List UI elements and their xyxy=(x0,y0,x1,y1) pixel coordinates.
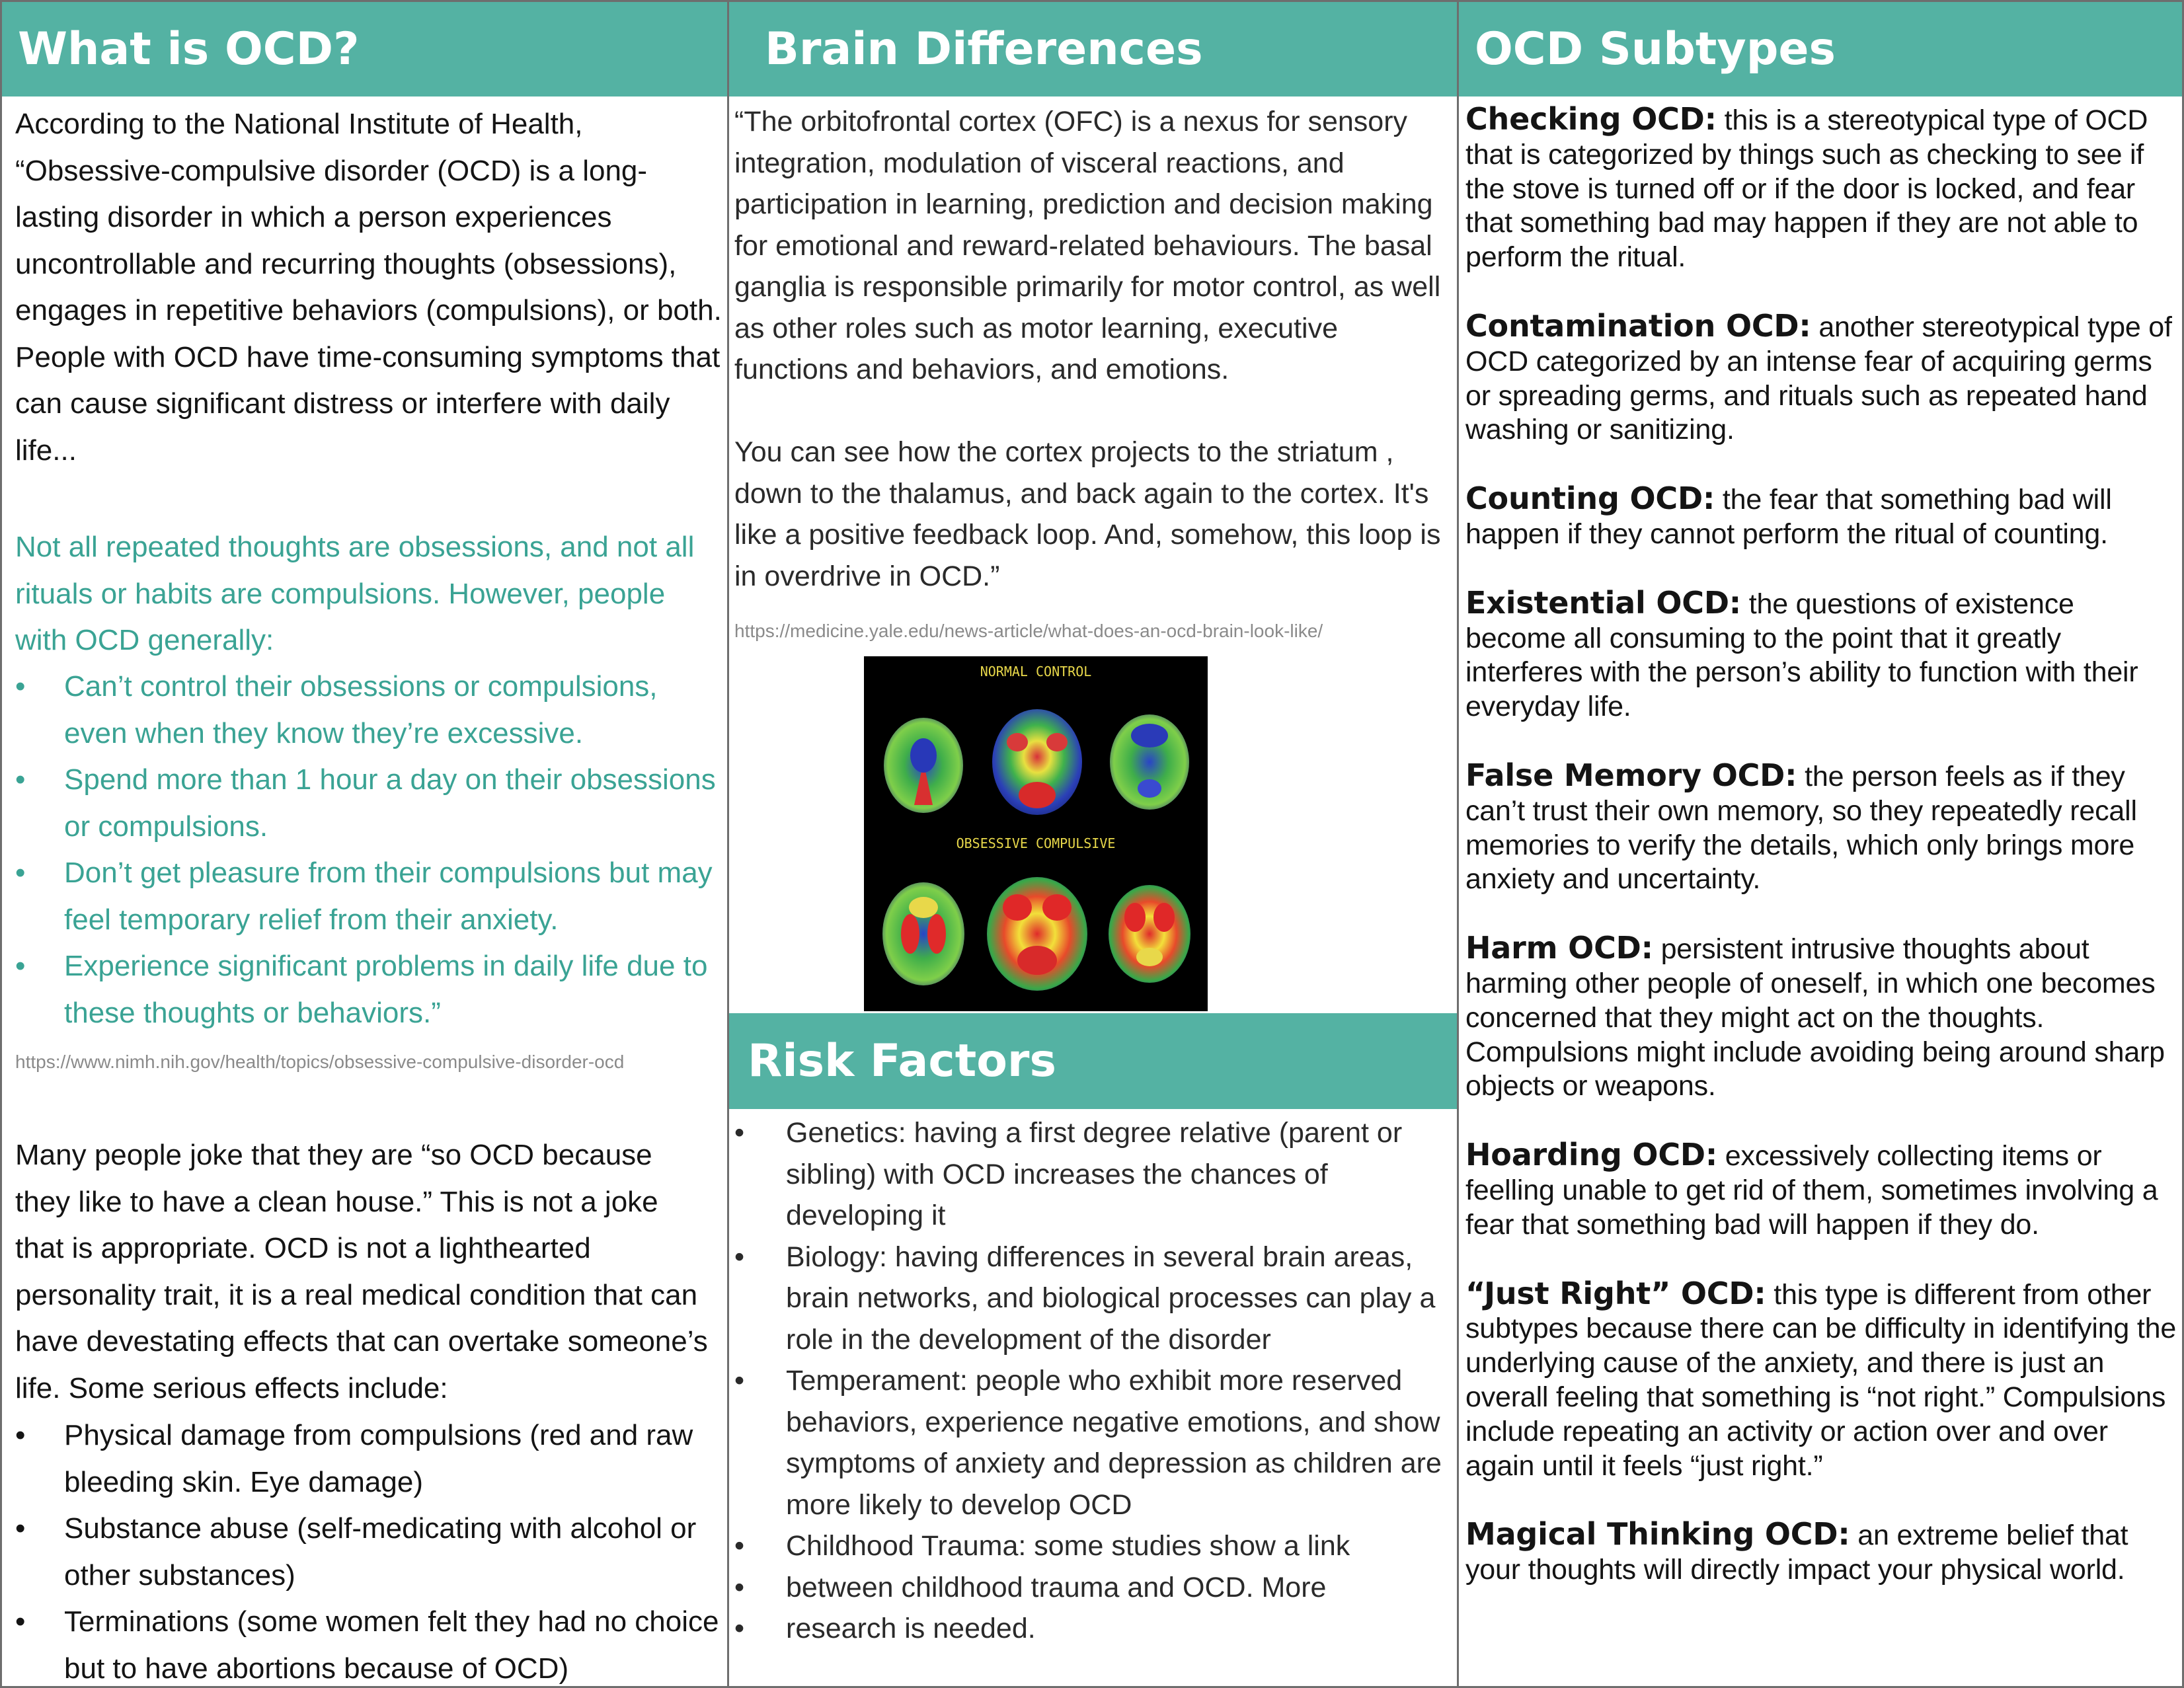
ocd-subtypes-panel xyxy=(1457,0,2184,1688)
nimh-source-link[interactable]: https://www.nimh.nih.gov/health/topics/obsessive-compulsive-disorder-ocd xyxy=(15,1052,625,1072)
what-is-ocd-panel xyxy=(0,0,729,1688)
brain-differences-panel xyxy=(727,0,1459,1688)
effects-list xyxy=(15,1412,722,1688)
joke-paragraph: Many people joke that they are “so OCD because they like to have a clean house.” This is not a joke that is appropriate. OCD is not a lighthearted personality trait, it is a real medical condition that can have devestating effects that can overtake someone’s life. Some serious effects include: xyxy=(15,1139,708,1404)
normal-control-label: NORMAL CONTROL xyxy=(980,664,1092,679)
teal-intro-text: Not all repeated thoughts are obsessions, and not all rituals or habits are compulsions. However, people with OCD generally: xyxy=(15,531,695,656)
list-item: • between childhood trauma and OCD. More xyxy=(734,1567,1459,1609)
subtype-desc: excessively collecting items or feelling unable to get rid of them, sometimes involving a fear that something bad will happen if they do. xyxy=(1465,1140,2158,1241)
nih-definition-text: According to the National Institute of Health, “Obsessive-compulsive disorder (OCD) is a long-lasting disorder in which a person experiences uncontrollable and recurring thoughts (obsessions), engages in repetitive behaviors (compulsions), or both. People with OCD have time-consuming symptoms that can cause significant distress or interfere with daily life... xyxy=(15,108,722,467)
subtype-desc: another stereotypical type of OCD categorized by an intense fear of acquiring germs or spreading germs, and rituals such as repeated hand washing or sanitizing. xyxy=(1465,311,2172,446)
brain-differences-heading: Brain Differences xyxy=(729,2,1457,96)
list-item: • Experience significant problems in daily life due to these thoughts or behaviors.” xyxy=(15,943,722,1036)
list-item: • research is needed. xyxy=(734,1608,1459,1650)
list-item: • Can’t control their obsessions or compulsions, even when they know they’re excessive. xyxy=(15,664,722,757)
list-item: • Genetics: having a first degree relative (parent or sibling) with OCD increases the chances of developing it xyxy=(734,1112,1459,1237)
normal-scan-row xyxy=(884,709,1189,815)
feedback-loop-text: You can see how the cortex projects to the striatum , down to the thalamus, and back again to the cortex. It's like a positive feedback loop. And, somehow, this loop is in overdrive in OCD.” xyxy=(734,436,1441,592)
risk-factors-heading: Risk Factors xyxy=(729,1013,1457,1109)
subtype-contamination xyxy=(1465,309,2182,447)
list-item: • Terminations (some women felt they had no choice but to have abortions because of OCD) xyxy=(15,1599,722,1688)
subtype-harm xyxy=(1465,931,2182,1104)
subtype-name: Magical Thinking OCD: xyxy=(1465,1516,1850,1553)
what-is-ocd-heading: What is OCD? xyxy=(2,2,727,96)
list-item: • Childhood Trauma: some studies show a link xyxy=(734,1525,1459,1567)
subtype-name: Harm OCD: xyxy=(1465,930,1653,966)
subtype-name: Existential OCD: xyxy=(1465,584,1741,621)
subtype-counting xyxy=(1465,482,2182,552)
subtype-name: False Memory OCD: xyxy=(1465,757,1797,793)
subtype-hoarding xyxy=(1465,1138,2182,1242)
subtype-name: Counting OCD: xyxy=(1465,480,1715,517)
list-item: • Substance abuse (self-medicating with alcohol or other substances) xyxy=(15,1506,722,1599)
symptom-list xyxy=(15,664,722,1036)
ocd-scan-row xyxy=(882,877,1190,991)
list-item: • Don’t get pleasure from their compulsions but may feel temporary relief from their anxiety. xyxy=(15,850,722,943)
ocd-subtypes-heading: OCD Subtypes xyxy=(1459,2,2182,96)
subtype-desc: the questions of existence become all consuming to the point that it greatly interferes with the person’s ability to function with their everyday life. xyxy=(1465,588,2138,723)
yale-source-link[interactable]: https://medicine.yale.edu/news-article/what-does-an-ocd-brain-look-like/ xyxy=(734,621,1323,641)
subtype-name: Checking OCD: xyxy=(1465,101,1717,137)
subtype-magical-thinking xyxy=(1465,1517,2182,1588)
obsessive-compulsive-label: OBSESSIVE COMPULSIVE xyxy=(956,835,1116,851)
subtype-desc: this is a stereotypical type of OCD that is categorized by things such as checking to see if the stove is turned off or if the door is locked, and fear that something bad may happen if they are not able to perform the ritual. xyxy=(1465,104,2148,274)
subtype-checking xyxy=(1465,102,2182,275)
ofc-quote-text: “The orbitofrontal cortex (OFC) is a nexus for sensory integration, modulation of visceral reactions, and participation in learning, prediction and decision making for emotional and reward-related behaviours. The basal ganglia is responsible primarily for motor control, as well as other roles such as motor learning, executive functions and behaviors, and emotions. xyxy=(734,106,1441,385)
subtype-name: Hoarding OCD: xyxy=(1465,1137,1718,1173)
list-item: • Physical damage from compulsions (red and raw bleeding skin. Eye damage) xyxy=(15,1412,722,1506)
subtype-list xyxy=(1465,102,2182,1622)
subtype-existential xyxy=(1465,586,2182,724)
risk-factor-list xyxy=(734,1112,1459,1650)
pet-scan-image xyxy=(864,656,1208,1011)
list-item: • Temperament: people who exhibit more reserved behaviors, experience negative emotions, and show symptoms of anxiety and depression as children are more likely to develop OCD xyxy=(734,1360,1459,1525)
subtype-desc: persistent intrusive thoughts about harming other people of oneself, in which one becomes concerned that they might act on the thoughts. Compulsions might include avoiding being around sharp objects or weapons. xyxy=(1465,933,2165,1102)
subtype-desc: this type is different from other subtypes because there can be difficulty in identifying the underlying cause of the anxiety, and there is just an overall feeling that something is “not right.” Compulsions include repeating an activity or action over and over again until it feels “just right.” xyxy=(1465,1278,2177,1482)
list-item: • Biology: having differences in several brain areas, brain networks, and biological processes can play a role in the development of the disorder xyxy=(734,1237,1459,1361)
subtype-name: Contamination OCD: xyxy=(1465,307,1811,344)
list-item: • Spend more than 1 hour a day on their obsessions or compulsions. xyxy=(15,757,722,850)
subtype-name: “Just Right” OCD: xyxy=(1465,1275,1766,1311)
subtype-desc: the person feels as if they can’t trust their own memory, so they repeatedly recall memories to verify the details, which only brings more anxiety and uncertainty. xyxy=(1465,760,2137,896)
subtype-desc: an extreme belief that your thoughts will directly impact your physical world. xyxy=(1465,1519,2128,1586)
subtype-desc: the fear that something bad will happen if they cannot perform the ritual of counting. xyxy=(1465,484,2112,550)
subtype-just-right xyxy=(1465,1277,2182,1484)
subtype-false-memory xyxy=(1465,759,2182,897)
